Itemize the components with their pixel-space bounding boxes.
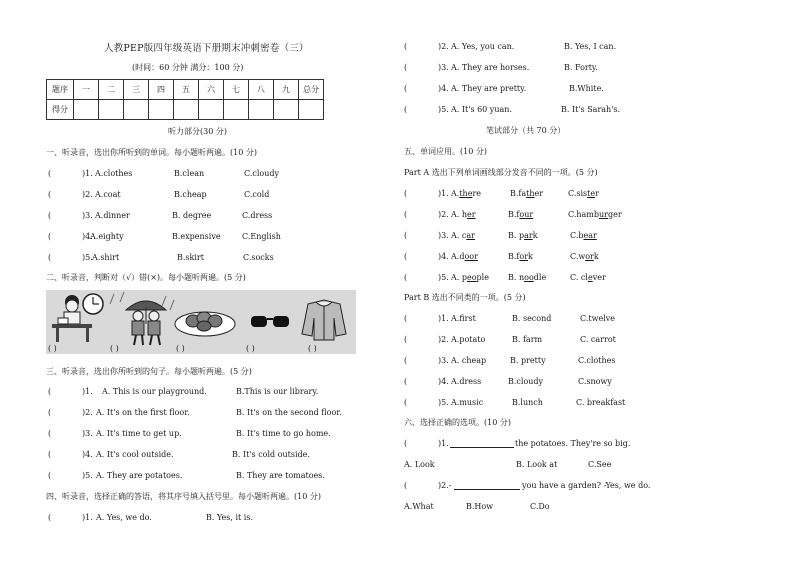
answer-paren[interactable]: ( (404, 439, 408, 448)
jacket-icon (302, 300, 346, 340)
option-c: C.cloudy (244, 169, 280, 178)
score-cell: 二 (99, 80, 124, 100)
option-a: A.there (451, 189, 481, 198)
option-a: A. This is our playground. (102, 387, 207, 396)
picture-answer-paren-5[interactable]: ( ) (308, 344, 317, 353)
option-a: A. They are horses. (451, 63, 530, 72)
score-input-cell[interactable] (249, 100, 274, 120)
s6-instruction: 六、选择正确的选项。(10 分) (404, 418, 511, 427)
time-info: (时间：60 分钟 满分：100 分) (132, 63, 244, 72)
answer-paren[interactable]: ( (404, 231, 408, 240)
picture-strip-svg (46, 290, 356, 354)
option-b: B.expensive (172, 232, 221, 241)
option-a: A.door (451, 252, 478, 261)
rainy-kids-icon (110, 292, 174, 345)
option-a: A.potato (451, 335, 486, 344)
option-b: B. They are tomatoes. (236, 471, 325, 480)
option-a: A.dress (451, 377, 482, 386)
option-b: B.cloudy (508, 377, 544, 386)
picture-answer-paren-1[interactable]: ( ) (48, 344, 57, 353)
option-a: A. They are potatoes. (96, 471, 183, 480)
score-cell: 三 (124, 80, 149, 100)
exam-page: 人教PEP版四年级英语下册期末冲刺密卷（三） (时间：60 分钟 满分：100 分) 题序 一 二 三 四 五 六 七 八 九 总分 得分 听力部分(30 分) 一、听录音，选出你所听到的单词。每小题听两遍。(10 分) ( )1. A.clothes B.clean C.cloudy ( )2. A.coat B.cheap C.cold ( )3. A.dinner B. degree C.dress ( )4. A.eighty B.expensive C.English ( )5. A.shirt B.skirt C.socks 二、听录音，判断对（√）错(×)。每小题听两遍。(5 分) ( ) ( ) ( ) ( ) ( ) 三、听录音，选出你所听到的句子。每小题听两遍。(5 分) ( )1. A. This is our playground. B.This is our library. ( )2. A. It's on the first floor. B. It's on the second floor. ( )3. A. It's time to get up. B. It's time to go home. ( )4. A. It's cool outside. B. It's cold outside. ( )5. A. They are potatoes. B. They are tomatoes. 四、听录音，选择正确的答语，将其序号填入括号里。每小题听两遍。(10 分) ( )1. A. Yes, we do. B. Yes, it is. ( )2. A. Yes, you can. B. Yes, I can. ( )3. A. They are horses. B. Forty. ( )4. A. They are pretty. B.White. ( )5. A. It's 60 yuan. B. It's Sarah's. 笔试部分（共 70 分） 五、单词应用。(10 分) Part A 选出下列单词画线部分发音不同的一项。(5 分) ( )1. A.there B.father C.sister ( )2. A. her B.four C.hamburger ( )3. A. car B. park C.bear ( )4. A.door B.fork C.work ( )5. A. people B. noodle C. clever Part B 选出不同类的一项。(5 分) ( )1. A.first B. second C.twelve ( )2. A.potato B. farm C. carrot ( )3. A. cheap B. pretty C.clothes ( )4. A.dress B.cloudy C.snowy ( )5. A.music B.lunch C. breakfast 六、选择正确的选项。(10 分) ( )1. the potatoes. They're so big. A. Look B. Look at C.See ( )2.- you have a garden? -Yes, we do. A.What B.How C.Do (46, 42, 651, 522)
option-b: B. pretty (510, 356, 546, 365)
option-b: B.clean (174, 169, 205, 178)
option-b: B. park (508, 231, 538, 240)
s2-instruction: 二、听录音，判断对（√）错(×)。每小题听两遍。(5 分) (46, 273, 246, 282)
answer-paren[interactable]: ( (48, 429, 52, 438)
answer-paren[interactable]: ( (404, 63, 408, 72)
score-table-score-row (47, 100, 324, 120)
answer-paren[interactable]: ( (404, 189, 408, 198)
answer-paren[interactable]: ( (404, 335, 408, 344)
option-a: A. people (451, 273, 489, 282)
option-b: B. Yes, I can. (564, 42, 617, 51)
score-input-cell[interactable] (224, 100, 249, 120)
score-input-cell[interactable] (299, 100, 324, 120)
option-c: C.cold (244, 190, 270, 199)
option-a: A.shirt (92, 253, 120, 262)
score-cell: 题序 (47, 80, 74, 100)
option-b: B. It's on the second floor. (236, 408, 342, 417)
option-c: C.clothes (578, 356, 616, 365)
option-a: A. car (451, 231, 475, 240)
score-table-header-row (47, 80, 324, 100)
answer-paren[interactable]: ( (48, 232, 52, 241)
answer-paren[interactable]: ( (404, 210, 408, 219)
score-input-cell[interactable] (149, 100, 174, 120)
score-input-cell[interactable] (274, 100, 299, 120)
answer-paren[interactable]: ( (404, 377, 408, 386)
option-c: C. clever (570, 273, 606, 282)
picture-answer-paren-4[interactable]: ( ) (246, 344, 255, 353)
answer-paren[interactable]: ( (48, 253, 52, 262)
clock-icon (83, 294, 103, 314)
question-text: the potatoes. They're so big. (515, 439, 631, 448)
option-b: B. second (512, 314, 552, 323)
potatoes-plate-icon (175, 312, 235, 336)
s5-part-a-instruction: Part A 选出下列单词画线部分发音不同的一项。(5 分) (404, 168, 598, 177)
score-cell: 九 (274, 80, 299, 100)
score-input-cell[interactable] (124, 100, 149, 120)
written-heading: 笔试部分（共 70 分） (486, 126, 566, 135)
s5-part-b-instruction: Part B 选出不同类的一项。(5 分) (404, 293, 526, 302)
option-a: A. Yes, we do. (96, 513, 152, 522)
option-a: A.What (404, 502, 434, 511)
option-b: B.skirt (177, 253, 204, 262)
score-cell: 总分 (299, 80, 324, 100)
option-a: A. her (451, 210, 476, 219)
option-b: B.lunch (512, 398, 543, 407)
option-a: A. cheap (451, 356, 487, 365)
s1-instruction: 一、听录音，选出你所听到的单词。每小题听两遍。(10 分) (46, 148, 257, 157)
option-b: B. Yes, it is. (206, 513, 253, 522)
option-a: A.coat (95, 190, 121, 199)
option-b: B.White. (569, 84, 604, 93)
option-c: C.Do (530, 502, 550, 511)
option-a: A. They are pretty. (451, 84, 527, 93)
listening-heading: 听力部分(30 分) (168, 127, 227, 136)
score-table (46, 79, 324, 120)
option-c: C. carrot (580, 335, 616, 344)
answer-paren[interactable]: ( (48, 169, 52, 178)
option-a: A.first (451, 314, 476, 323)
option-b: B. Forty. (564, 63, 598, 72)
option-a: A. It's time to get up. (96, 429, 182, 438)
option-b: B.cheap (174, 190, 207, 199)
answer-paren[interactable]: ( (404, 105, 408, 114)
score-input-cell[interactable] (74, 100, 99, 120)
score-cell: 七 (224, 80, 249, 100)
answer-paren[interactable]: ( (404, 356, 408, 365)
answer-paren[interactable]: ( (404, 481, 408, 490)
option-a: A.dinner (95, 211, 130, 220)
sunglasses-icon (251, 316, 289, 327)
option-c: C.See (588, 460, 612, 469)
option-c: C.English (242, 232, 281, 241)
question-text: you have a garden? -Yes, we do. (522, 481, 651, 490)
score-cell: 八 (249, 80, 274, 100)
option-b: B. It's time to go home. (236, 429, 331, 438)
score-input-cell[interactable] (174, 100, 199, 120)
answer-paren[interactable]: ( (48, 190, 52, 199)
option-b: B. noodle (508, 273, 547, 282)
option-a: A. It's 60 yuan. (451, 105, 512, 114)
answer-paren[interactable]: ( (404, 314, 408, 323)
s5-instruction: 五、单词应用。(10 分) (404, 147, 487, 156)
picture-answer-paren-2[interactable]: ( ) (110, 344, 119, 353)
option-c: C.twelve (580, 314, 615, 323)
option-c: C.dress (242, 211, 273, 220)
option-c: C.bear (570, 231, 597, 240)
score-cell: 五 (174, 80, 199, 100)
option-c: C. breakfast (576, 398, 626, 407)
answer-paren[interactable]: ( (48, 211, 52, 220)
option-c: C.socks (243, 253, 274, 262)
option-a: A. It's on the first floor. (96, 408, 190, 417)
option-b: B. farm (512, 335, 543, 344)
answer-paren[interactable]: ( (404, 252, 408, 261)
answer-paren[interactable]: ( (404, 398, 408, 407)
s4-instruction: 四、听录音，选择正确的答语，将其序号填入括号里。每小题听两遍。(10 分) (46, 492, 321, 501)
option-b: B.How (466, 502, 494, 511)
answer-paren[interactable]: ( (48, 450, 52, 459)
option-b: B. It's cold outside. (232, 450, 310, 459)
exam-title: 人教PEP版四年级英语下册期末冲刺密卷（三） (104, 43, 309, 54)
answer-paren[interactable]: ( (48, 513, 52, 522)
option-a: A.music (451, 398, 484, 407)
option-b: B.father (510, 189, 544, 198)
score-input-cell[interactable] (99, 100, 124, 120)
option-c: C.sister (568, 189, 599, 198)
answer-paren[interactable]: ( (404, 42, 408, 51)
option-a: A. Look (404, 460, 435, 469)
picture-strip (46, 290, 356, 354)
score-cell: 一 (74, 80, 99, 100)
option-a: A. It's cool outside. (96, 450, 174, 459)
option-a: A.eighty (90, 232, 124, 241)
score-cell: 得分 (47, 100, 74, 120)
answer-paren[interactable]: ( (48, 387, 52, 396)
option-b: B. Look at (516, 460, 558, 469)
answer-paren[interactable]: ( (404, 273, 408, 282)
option-b: B.fork (508, 252, 533, 261)
option-c: C.work (570, 252, 599, 261)
option-b: B.four (508, 210, 534, 219)
option-b: B.This is our library. (236, 387, 319, 396)
option-c: C.hamburger (568, 210, 622, 219)
option-c: C.snowy (578, 377, 612, 386)
score-input-cell[interactable] (199, 100, 224, 120)
option-b: B. degree (172, 211, 212, 220)
answer-paren[interactable]: ( (404, 84, 408, 93)
answer-paren[interactable]: ( (48, 408, 52, 417)
answer-paren[interactable]: ( (48, 471, 52, 480)
option-b: B. It's Sarah's. (561, 105, 621, 114)
s3-instruction: 三、听录音，选出你所听到的句子。每小题听两遍。(5 分) (46, 367, 252, 376)
picture-answer-paren-3[interactable]: ( ) (176, 344, 185, 353)
option-a: A.clothes (95, 169, 133, 178)
option-a: A. Yes, you can. (451, 42, 515, 51)
score-cell: 四 (149, 80, 174, 100)
score-cell: 六 (199, 80, 224, 100)
